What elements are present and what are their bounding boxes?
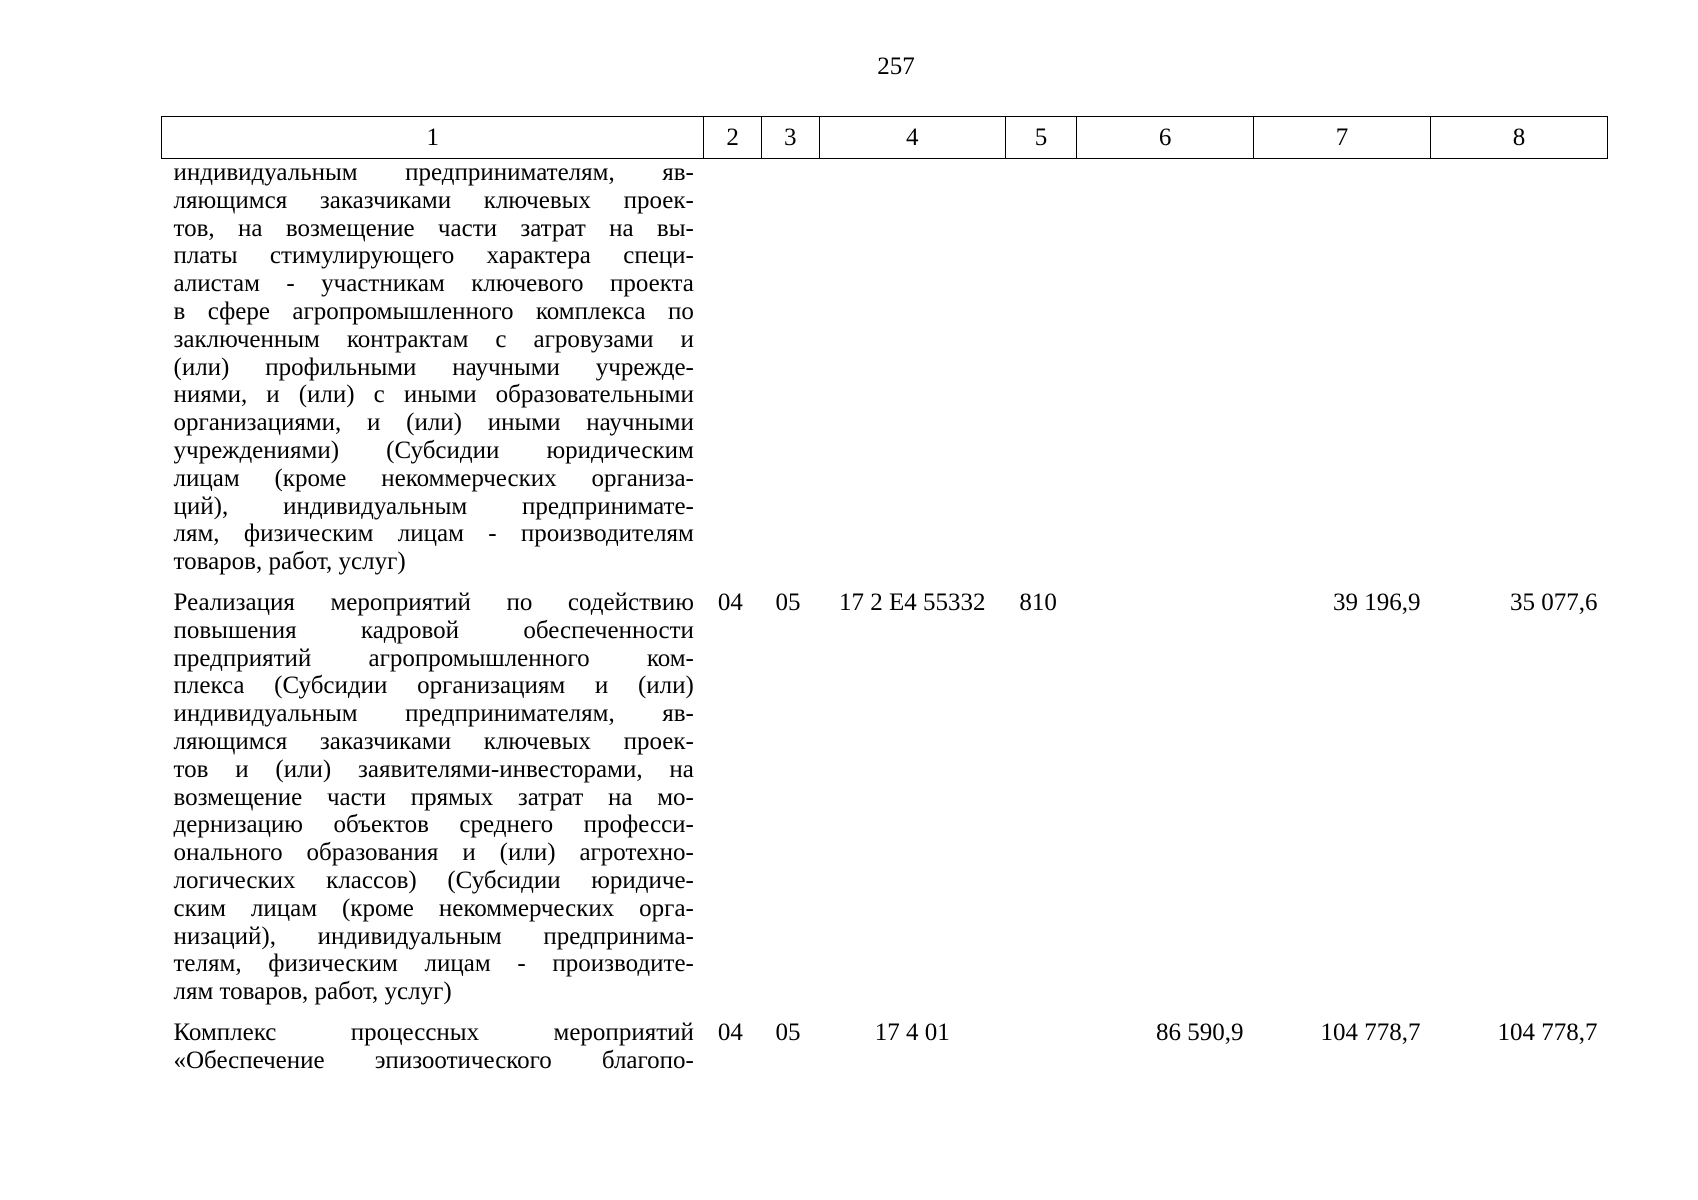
amount-col-8: 104 778,7 <box>1497 1018 1598 1046</box>
amount-col-7: 39 196,9 <box>1333 588 1421 616</box>
table-row <box>162 576 1608 1006</box>
subsection-code <box>761 159 819 576</box>
row-description <box>162 1006 704 1075</box>
column-header-3: 3 <box>761 117 819 159</box>
section-code: 04 <box>717 588 743 616</box>
description-line: лям, физическим лицам - производителям <box>173 520 694 548</box>
description-line: лицам (кроме некоммерческих организа- <box>173 464 694 492</box>
description-line: возмещение части прямых затрат на мо- <box>173 783 694 811</box>
amount-col-6 <box>1077 576 1254 1006</box>
description-line: онального образования и (или) агротехно- <box>173 839 694 867</box>
description-line: индивидуальным предпринимателям, яв- <box>173 159 694 186</box>
amount-col-8: 35 077,6 <box>1510 588 1598 616</box>
target-article-code: 17 4 01 <box>874 1018 950 1046</box>
subsection-code: 05 <box>775 588 801 616</box>
description-line: учреждениями) (Субсидии юридическим <box>173 436 694 464</box>
table-row <box>162 159 1608 576</box>
description-line: дернизацию объектов среднего професси- <box>173 811 694 839</box>
description-line: товаров, работ, услуг) <box>173 548 406 576</box>
column-header-5: 5 <box>1005 117 1076 159</box>
table-row <box>162 1006 1608 1075</box>
row-description <box>162 159 704 576</box>
section-code <box>704 159 762 576</box>
section-code: 04 <box>717 1018 743 1046</box>
description-line: в сфере агропромышленного комплекса по <box>173 297 694 325</box>
description-line: ций), индивидуальным предпринимате- <box>173 492 694 520</box>
expense-type-code: 810 <box>1019 588 1057 616</box>
description-line: тов, на возмещение части затрат на вы- <box>173 214 694 242</box>
amount-col-6: 86 590,9 <box>1156 1018 1244 1046</box>
description-line: алистам - участникам ключевого проекта <box>173 270 694 298</box>
amount-col-7 <box>1254 159 1431 576</box>
description-line: лям товаров, работ, услуг) <box>173 978 452 1006</box>
description-line: телям, физическим лицам - производите- <box>173 950 694 978</box>
description-line: «Обеспечение эпизоотического благопо- <box>173 1046 694 1074</box>
description-line: организациями, и (или) иными научными <box>173 409 694 437</box>
amount-col-7: 104 778,7 <box>1320 1018 1421 1046</box>
column-header-6: 6 <box>1077 117 1254 159</box>
description-line: Комплекс процессных мероприятий <box>173 1018 694 1046</box>
row-description <box>162 576 704 1006</box>
target-article-code <box>819 159 1005 576</box>
description-line: предприятий агропромышленного ком- <box>173 644 694 672</box>
expense-type-code <box>1005 159 1076 576</box>
description-line: Реализация мероприятий по содействию <box>173 588 694 616</box>
description-line: плекса (Субсидии организациям и (или) <box>173 672 694 700</box>
column-header-7: 7 <box>1254 117 1431 159</box>
description-line: тов и (или) заявителями-инвесторами, на <box>173 755 694 783</box>
column-header-1: 1 <box>162 117 704 159</box>
column-header-2: 2 <box>704 117 762 159</box>
description-line: (или) профильными научными учрежде- <box>173 353 694 381</box>
expense-type-code <box>1005 1006 1076 1075</box>
amount-col-6 <box>1077 159 1254 576</box>
column-header-4: 4 <box>819 117 1005 159</box>
description-line: низаций), индивидуальным предпринима- <box>173 922 694 950</box>
budget-table <box>161 116 1608 1075</box>
target-article-code: 17 2 Е4 55332 <box>838 588 986 616</box>
description-line: ниями, и (или) с иными образовательными <box>173 381 694 409</box>
column-number-header <box>162 117 1608 159</box>
description-line: ляющимся заказчиками ключевых проек- <box>173 727 694 755</box>
description-line: ляющимся заказчиками ключевых проек- <box>173 186 694 214</box>
description-line: ским лицам (кроме некоммерческих орга- <box>173 894 694 922</box>
column-header-8: 8 <box>1431 117 1608 159</box>
page-number: 257 <box>877 53 915 80</box>
description-line: платы стимулирующего характера специ- <box>173 242 694 270</box>
subsection-code: 05 <box>775 1018 801 1046</box>
description-line: логических классов) (Субсидии юридиче- <box>173 866 694 894</box>
description-line: повышения кадровой обеспеченности <box>173 616 694 644</box>
description-line: заключенным контрактам с агровузами и <box>173 325 694 353</box>
description-line: индивидуальным предпринимателям, яв- <box>173 700 694 728</box>
amount-col-8 <box>1431 159 1608 576</box>
